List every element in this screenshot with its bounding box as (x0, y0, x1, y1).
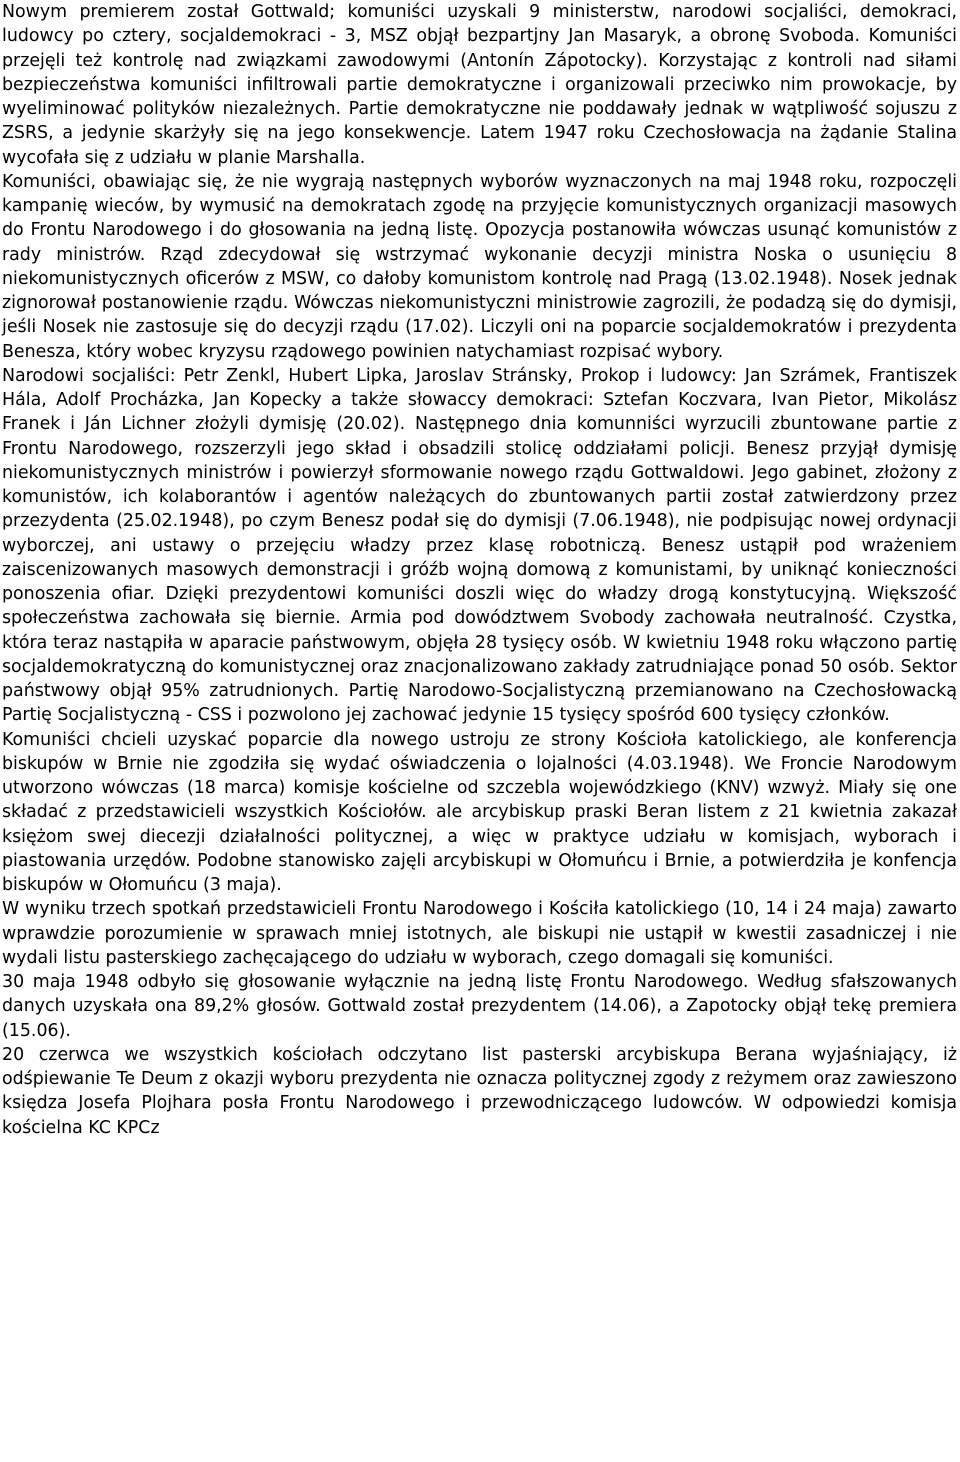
sentence: Podobne stanowisko zajęli arcybiskupi w Ołomuńcu i Brnie, a potwierdziła je konfencja biskupów w Ołomuńcu (3 maja). (2, 850, 957, 895)
sentence: Komuniści chcieli uzyskać poparcie dla nowego ustroju ze strony Kościoła katolickiego, ale konferencja biskupów w Brnie nie zgodziła się wydać oświadczenia o lojalności (4.03.1948). (2, 729, 957, 774)
sentence: Latem 1947 roku Czechosłowacja na żądanie Stalina wycofała się z udziału w planie Marshalla. (2, 123, 957, 168)
sentence: 20 czerwca we wszystkich kościołach odczytano list pasterski arcybiskupa Berana wyjaśniający, iż odśpiewanie Te Deum z okazji wyboru prezydenta nie oznacza politycznej zgody z reżymem oraz zawieszono księdza Josefa Plojhara posła Frontu Narodowego i przewodniczącego ludowców. (2, 1044, 957, 1114)
paragraph-pastoral-letter (2, 1043, 957, 1140)
paragraph-ministers-resignation (2, 364, 957, 728)
sentence: Partię Narodowo-Socjalistyczną przemianowano na Czechosłowacką Partię Socjalistyczną - CSS i pozwolono jej zachować jedynie 15 tysięcy spośród 600 tysięcy członków. (2, 681, 958, 726)
sentence: Armia pod dowództwem Svobody zachowała neutralność. (350, 608, 874, 629)
sentence: Benesz przyjął dymisję niekomunistycznych ministrów i powierzył sformowanie nowego rządu Gottwaldowi. (2, 438, 957, 483)
sentence: W odpowiedzi komisja kościelna KC KPCz (2, 1093, 957, 1138)
sentence: Nosek jednak zignorował postanowienie rządu. (2, 268, 958, 313)
sentence: ale arcybiskup praski Beran listem z 21 kwietnia zakazał księżom swej diecezji działalności politycznej, a więc w praktyce udziału w komisjach, wyborach i piastowania urzędów. (2, 802, 957, 871)
sentence: Opozycja postanowiła wówczas usunąć komunistów z rady ministrów. (2, 220, 958, 265)
sentence: We Froncie Narodowym utworzono wówczas (18 marca) komisje kościelne od szczebla wojewódzkiego (KNV) wzwyż. (2, 753, 958, 798)
sentence: Narodowi socjaliści: Petr Zenkl, Hubert Lipka, Jaroslav Stránsky, Prokop i ludowcy: Jan Szrámek, Frantiszek Hála, Adolf Procházka, Jan Kopecky a także słowaccy demokraci: Sztefan Koczvara, Ivan Pietor, Mikolász Franek i Ján Lichner złożyli dymisję (20.02). (2, 365, 957, 435)
sentence: Sektor państwowy objął 95% zatrudnionych. (2, 656, 957, 701)
sentence: Wówczas niekomunistyczni ministrowie zagrozili, że podadzą się do dymisji, jeśli Nosek nie zastosuje się do decyzji rządu (17.02). (2, 293, 957, 338)
paragraph-church-relations (2, 728, 957, 898)
sentence: Nowym premierem został Gottwald; komuniści uzyskali 9 ministerstw, narodowi socjaliści, demokraci, ludowcy po cztery, socjaldemokraci - 3, MSZ objął bezpartjny Jan Masaryk, a obronę Svoboda. (2, 2, 957, 47)
sentence: Miały się one składać z przedstawicieli wszystkich Kościołów. (2, 778, 957, 823)
sentence: W kwietniu 1948 roku włączono partię socjaldemokratyczną do komunistycznej oraz znacjonalizowano zakłady zatrudniające ponad 50 osób. (2, 632, 958, 677)
sentence: Benesz ustąpił pod wrażeniem zaiscenizowanych masowych demonstracji i gróźb wojną domową z komunistami, by uniknąć konieczności ponoszenia ofiar. (2, 535, 957, 604)
sentence: Większość społeczeństwa zachowała się biernie. (2, 584, 957, 629)
sentence: Czystka, która teraz nastąpiła w aparacie państwowym, objęła 28 tysięcy osób. (2, 608, 957, 653)
paragraph-church-meetings (2, 897, 957, 970)
sentence: W wyniku trzech spotkań przedstawicieli Frontu Narodowego i Kościła katolickiego (10, 14 i 24 maja) zawarto wprawdzie porozumienie w sprawach mniej istotnych, ale biskupi nie ustąpił w kwestii zasadniczej i nie wydali listu pasterskiego zachęcającego do udziału w wyborach, czego domagali się komuniści. (2, 899, 957, 968)
paragraph-may-election (2, 970, 957, 1043)
sentence: Korzystając z kontroli nad siłami bezpieczeństwa komuniści infiltrowali partie demokratyczne i organizowali przeciwko nim prowokacje, by wyeliminować polityków niezależnych. (2, 50, 958, 119)
sentence: Komuniści przejęli też kontrolę nad związkami zawodowymi (Antonín Zápotocky). (2, 26, 957, 71)
sentence: Jego gabinet, złożony z komunistów, ich kolaborantów i agentów należących do zbuntowanych partii został zatwierdzony przez przezydenta (25.02.1948), po czym Benesz podał się do dymisji (7.06.1948), nie podpisując nowej ordynacji wyborczej, ani ustawy o przejęciu władzy przez klasę robotniczą. (2, 462, 957, 556)
sentence: Gottwald został prezydentem (14.06), a Zapotocky objął tekę premiera (15.06). (2, 996, 958, 1041)
paragraph-election-campaign (2, 170, 957, 364)
sentence: Komuniści, obawiając się, że nie wygrają następnych wyborów wyznaczonych na maj 1948 roku, rozpoczęli kampanię wieców, by wymusić na demokratach zgodę na przyjęcie komunistycznych organizacji masowych do Frontu Narodowego i do głosowania na jedną listę. (2, 171, 957, 241)
sentence: Liczyli oni na poparcie socjaldemokratów i prezydenta Benesza, który wobec kryzysu rządowego powinien natychamiast rozpisać wybory. (2, 317, 957, 362)
sentence: 30 maja 1948 odbyło się głosowanie wyłącznie na jedną listę Frontu Narodowego. (2, 972, 749, 992)
sentence: Partie demokratyczne nie poddawały jednak w wątpliwość sojuszu z ZSRS, a jedynie skarżyły się na jego konsekwencje. (2, 99, 957, 144)
sentence: Rząd zdecydował się wstrzymać wykonanie decyzji ministra Noska o usunięciu 8 niekomunistycznych oficerów z MSW, co dałoby komunistom kontrolę nad Pragą (13.02.1948). (2, 244, 958, 289)
sentence: Dzięki prezydentowi komuniści doszli więc do władzy drogą konstytucyjną. (165, 584, 857, 604)
sentence: Według sfałszowanych danych uzyskała ona 89,2% głosów. (2, 972, 958, 1017)
paragraph-government-composition (2, 0, 957, 170)
sentence: Następnego dnia komunniści wyrzucili zbuntowane partie z Frontu Narodowego, rozszerzyli jego skład i obsadzili stolicę oddziałami policji. (2, 414, 957, 459)
